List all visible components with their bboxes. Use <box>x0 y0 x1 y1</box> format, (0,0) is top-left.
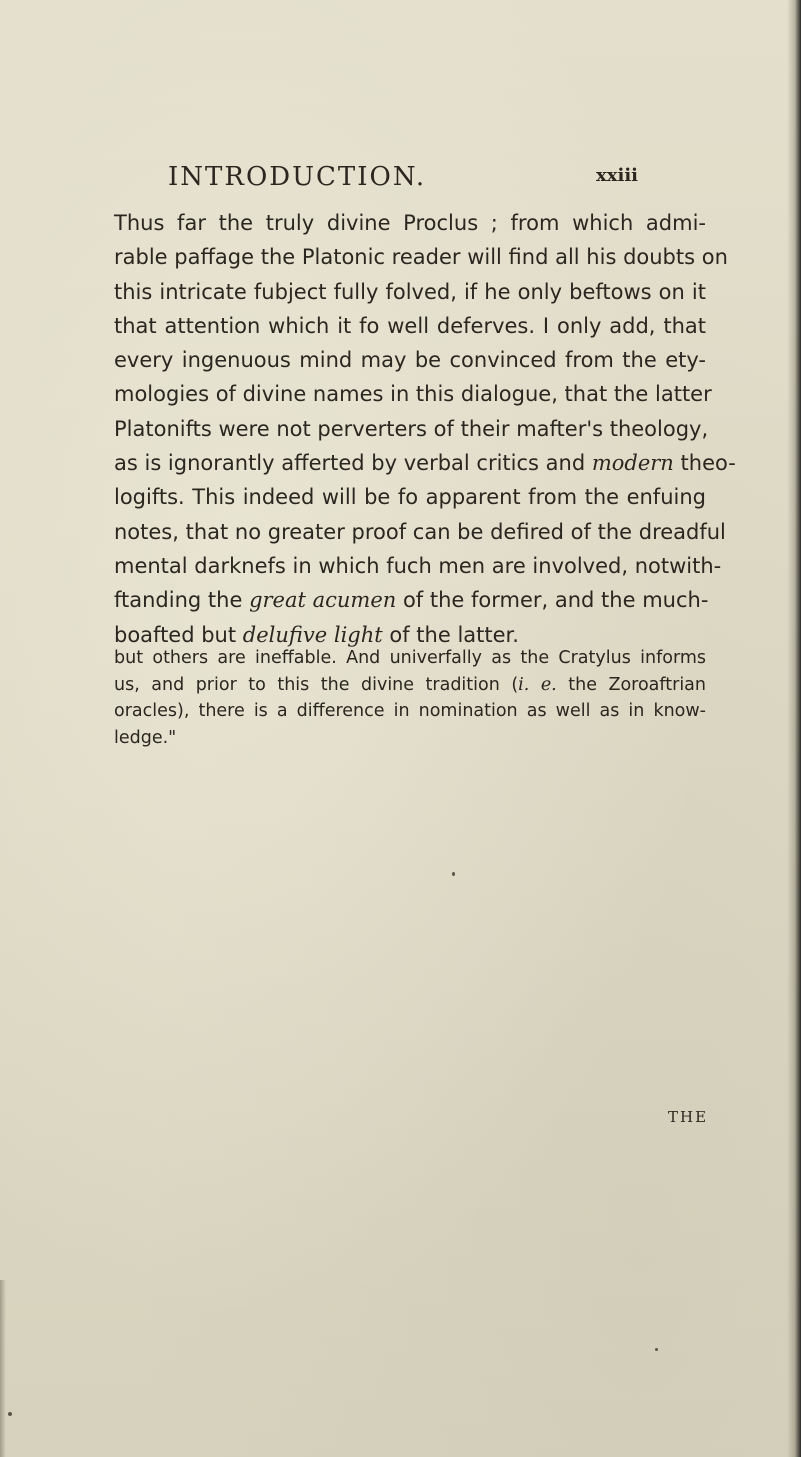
footnote-line: but others are ineffable. And univerfally as the Cratylus informs <box>114 648 706 668</box>
main-paragraph <box>114 206 736 652</box>
italic-text: great acumen <box>249 588 397 613</box>
text-line: this intricate fubject fully folved, if he only beftows on it <box>114 279 706 304</box>
italic-text: i. e. <box>518 674 557 695</box>
text-line: logifts. This indeed will be fo apparent from the enfuing <box>114 485 706 510</box>
footnote-line: oracles), there is a difference in nomination as well as in know- <box>114 701 706 721</box>
footnote <box>114 645 706 751</box>
text-run: theo- <box>673 451 736 476</box>
running-head: INTRODUCTION. <box>168 162 427 192</box>
page-edge-shadow-left <box>0 1280 6 1457</box>
text-line: notes, that no greater proof can be defired of the dreadful <box>114 519 726 544</box>
page-edge-shadow <box>787 0 801 1457</box>
text-line: that attention which it fo well deferves. I only add, that <box>114 313 706 338</box>
text-line: Platonifts were not perverters of their mafter's theology, <box>114 416 709 441</box>
text-line: mologies of divine names in this dialogue, that the latter <box>114 382 712 407</box>
italic-text: delufive light <box>242 622 383 647</box>
text-line: every ingenuous mind may be convinced from the ety- <box>114 348 706 373</box>
footnote-line: ledge." <box>114 727 177 748</box>
italic-text: modern <box>591 451 674 476</box>
catchword: THE <box>668 1108 709 1126</box>
text-run: us, and prior to this the divine tradition ( <box>114 674 519 695</box>
text-line <box>114 583 709 617</box>
text-line <box>114 446 736 480</box>
page-number: xxiii <box>596 165 638 186</box>
text-line: mental darknefs in which fuch men are involved, notwith- <box>114 553 722 578</box>
text-run: ftanding the <box>114 588 250 613</box>
ink-speck <box>8 1412 12 1416</box>
ink-speck <box>452 872 455 876</box>
text-run: as is ignorantly afferted by verbal critics and <box>114 451 592 476</box>
page-header <box>168 162 638 196</box>
text-line: Thus far the truly divine Proclus ; from which admi- <box>114 211 706 235</box>
text-run: of the former, and the much- <box>396 588 709 613</box>
footnote-line <box>114 672 706 699</box>
ink-speck <box>655 1348 658 1351</box>
text-run: of the latter. <box>382 622 519 647</box>
text-run: boafted but <box>114 622 243 647</box>
text-run: the Zoroaftrian <box>556 674 706 695</box>
text-line: rable paffage the Platonic reader will find all his doubts on <box>114 245 728 270</box>
